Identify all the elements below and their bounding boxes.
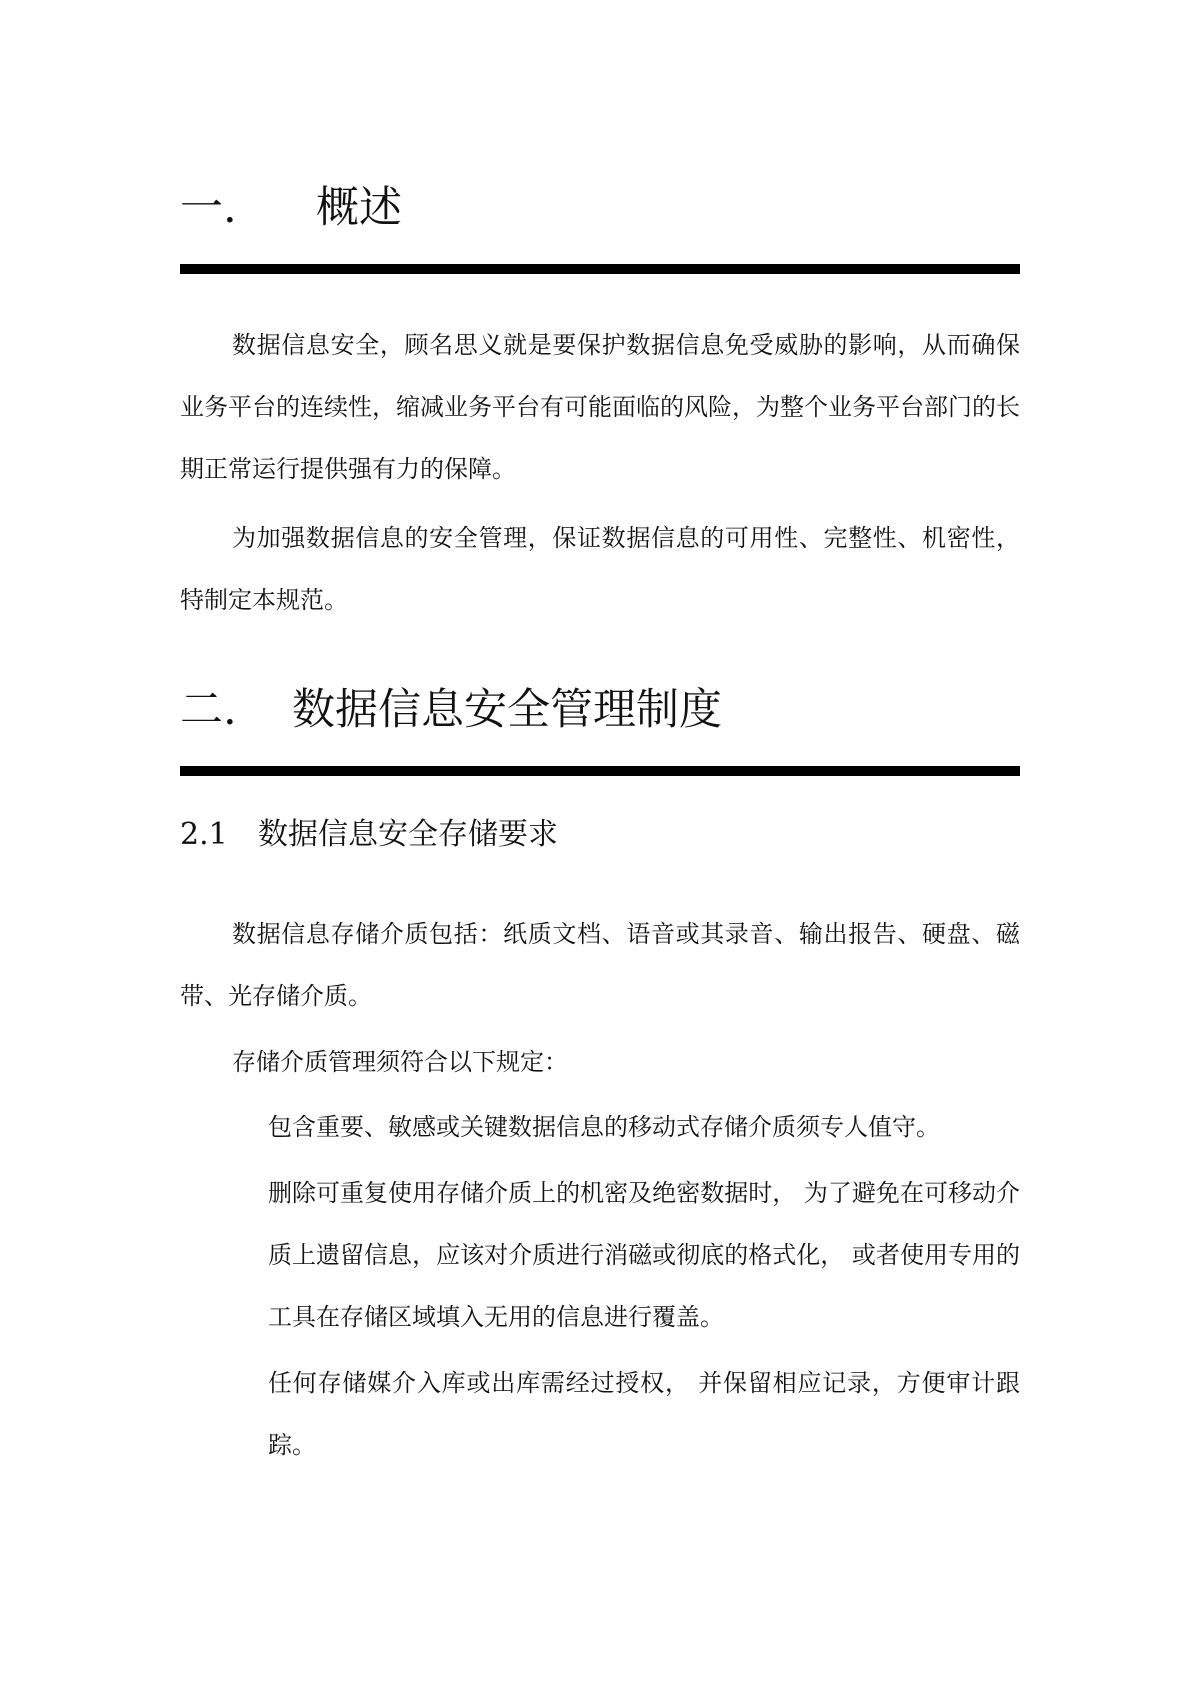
section-2-title: 数据信息安全管理制度 bbox=[292, 685, 722, 735]
subsection-body bbox=[180, 903, 1020, 1027]
overview-paragraph-1: 数据信息安全，顾名思义就是要保护数据信息免受威胁的影响，从而确保业务平台的连续性，缩减业务平台有可能面临的风险，为整个业务平台部门的长期正常运行提供强有力的保障。 bbox=[180, 331, 1020, 483]
subsection-2-1-title: 数据信息安全存储要求 bbox=[258, 817, 558, 852]
section-2-number: 二. bbox=[180, 685, 237, 735]
storage-rule-item-2: 删除可重复使用存储介质上的机密及绝密数据时， 为了避免在可移动介质上遗留信息，应该对介质进行消磁或彻底的格式化， 或者使用专用的工具在存储区域填入无用的信息进行覆盖。 bbox=[268, 1179, 1020, 1331]
section-1-rule bbox=[180, 264, 1020, 274]
subsection-2-1-heading bbox=[180, 815, 1020, 855]
section-1-body-2 bbox=[180, 507, 1020, 631]
subsection-2-1-number: 2.1 bbox=[180, 817, 228, 852]
overview-paragraph-2: 为加强数据信息的安全管理，保证数据信息的可用性、完整性、机密性，特制定本规范。 bbox=[180, 524, 1020, 614]
section-1-heading bbox=[180, 178, 1020, 238]
section-1-title: 概述 bbox=[316, 183, 402, 233]
section-1-number: 一. bbox=[180, 183, 237, 233]
subsection-body-2 bbox=[180, 1031, 1020, 1093]
section-1-body bbox=[180, 314, 1020, 500]
storage-media-paragraph: 数据信息存储介质包括：纸质文档、语音或其录音、输出报告、硬盘、磁带、光存储介质。 bbox=[180, 920, 1020, 1010]
section-2-rule bbox=[180, 766, 1020, 776]
storage-rules-intro: 存储介质管理须符合以下规定： bbox=[232, 1048, 568, 1076]
storage-rule-item-1: 包含重要、敏感或关键数据信息的移动式存储介质须专人值守。 bbox=[268, 1113, 940, 1141]
storage-rule-item-3: 任何存储媒介入库或出库需经过授权， 并保留相应记录，方便审计跟踪。 bbox=[268, 1369, 1020, 1459]
section-2-heading bbox=[180, 680, 1020, 740]
